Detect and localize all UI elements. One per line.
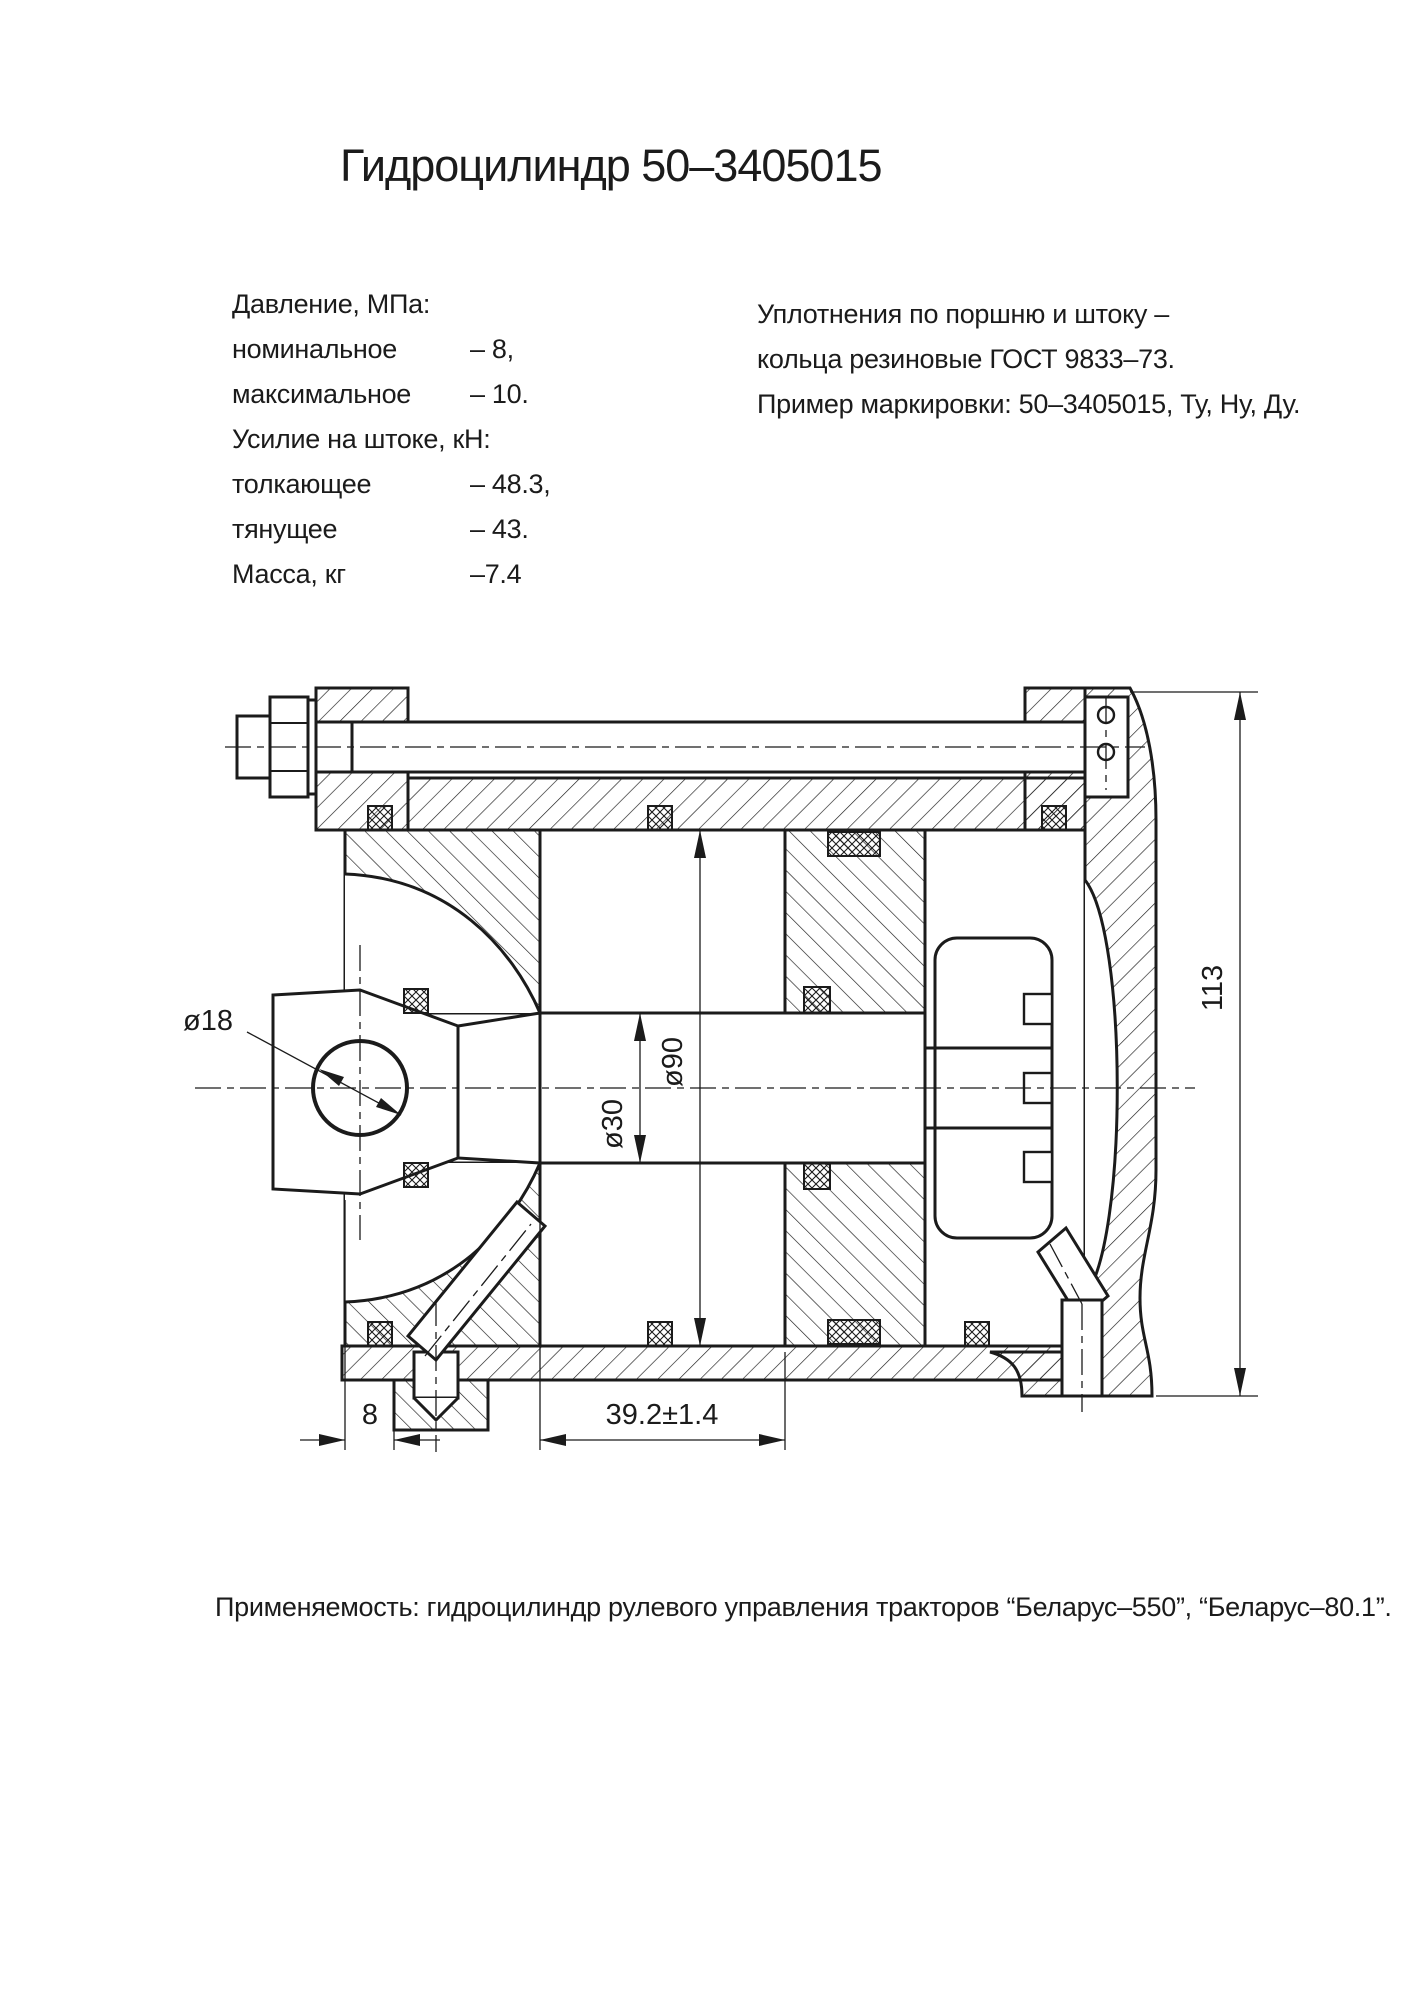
o-ring (648, 1322, 672, 1346)
o-ring (368, 806, 392, 830)
dim-gland-lip: 8 (361, 1399, 379, 1431)
spec-value: – 8, (470, 334, 514, 364)
spec-label: номинальное (232, 334, 397, 364)
o-ring (648, 806, 672, 830)
spec-label: Усилие на штоке, кН: (232, 424, 491, 454)
marking-note-line: Пример маркировки: 50–3405015, Ту, Ну, Ду. (757, 389, 1301, 419)
spec-label: Давление, МПа: (232, 289, 431, 319)
dim-bore-diameter: ø90 (657, 1037, 689, 1087)
page-title: Гидроцилиндр 50–3405015 (340, 140, 882, 191)
left-clamp-plate (316, 772, 408, 830)
piston-rod-seal (804, 1163, 830, 1189)
dim-piston-position: 39.2±1.4 (605, 1399, 719, 1431)
cylinder-top-wall (408, 778, 1085, 830)
sealing-note-line: Уплотнения по поршню и штоку – (757, 299, 1170, 329)
rod-seal (404, 989, 428, 1013)
o-ring (368, 1322, 392, 1346)
dim-rod-diameter: ø30 (597, 1099, 629, 1149)
rod-seal (404, 1163, 428, 1187)
piston-nut-slot (1024, 994, 1052, 1024)
spec-value: – 10. (470, 379, 529, 409)
spec-label: тянущее (232, 514, 338, 544)
piston-rod-seal (804, 987, 830, 1013)
piston-seal (828, 1320, 880, 1344)
dim-overall-height: 113 (1197, 964, 1229, 1012)
spec-value: – 43. (470, 514, 529, 544)
spec-value: – 48.3, (470, 469, 551, 499)
piston-seal (828, 832, 880, 856)
sealing-note-line: кольца резиновые ГОСТ 9833–73. (757, 344, 1175, 374)
tie-rod-washer (308, 700, 316, 794)
left-clamp-plate (316, 688, 408, 722)
spec-value: –7.4 (470, 559, 522, 589)
right-clamp-plate (1025, 688, 1085, 722)
spec-label: максимальное (232, 379, 412, 409)
o-ring (965, 1322, 989, 1346)
dim-eye-diameter: ø18 (183, 1005, 233, 1037)
spec-label: Масса, кг (232, 559, 346, 589)
application-note: Применяемость: гидроцилиндр рулевого управления тракторов “Беларус–550”, “Беларус–80.1”. (215, 1592, 1392, 1622)
spec-label: толкающее (232, 469, 372, 499)
o-ring (1042, 806, 1066, 830)
piston-nut-slot (1024, 1152, 1052, 1182)
